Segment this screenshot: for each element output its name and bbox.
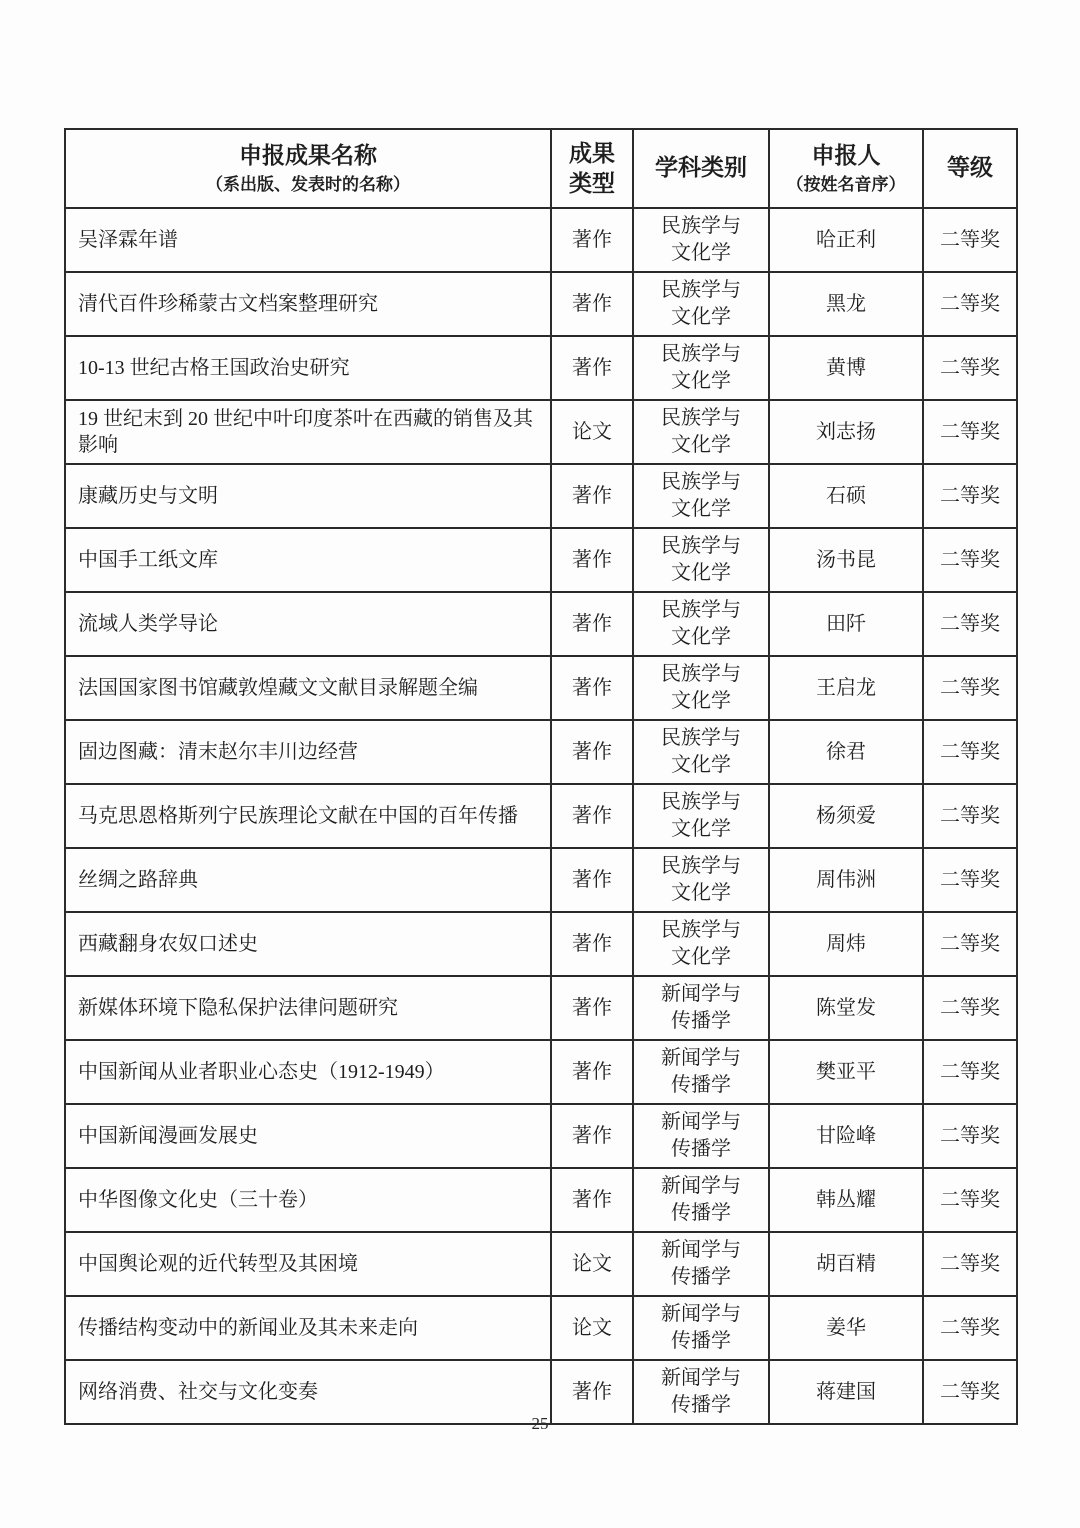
subject-category-line1: 民族学与 [661,279,741,301]
subject-category-line2: 文化学 [671,754,731,776]
achievement-name-cell: 固边图藏：清末赵尔丰川边经营 [65,720,551,784]
applicant-cell: 汤书昆 [769,528,923,592]
achievement-name-cell: 网络消费、社交与文化变奏 [65,1360,551,1424]
applicant-cell: 黑龙 [769,272,923,336]
applicant-cell: 石硕 [769,464,923,528]
grade-cell: 二等奖 [923,336,1017,400]
subject-category-line1: 新闻学与 [661,1367,741,1389]
applicant-cell: 田阡 [769,592,923,656]
header-achievement-type-line2: 类型 [569,170,615,196]
grade-cell: 二等奖 [923,1296,1017,1360]
subject-category-line2: 文化学 [671,882,731,904]
subject-category-line2: 文化学 [671,242,731,264]
applicant-cell: 蒋建国 [769,1360,923,1424]
subject-category-line1: 民族学与 [661,791,741,813]
achievement-type-cell: 著作 [551,720,633,784]
subject-category-line1: 民族学与 [661,407,741,429]
table-row [65,464,1017,528]
achievement-name-cell: 中国新闻漫画发展史 [65,1104,551,1168]
achievement-type-cell: 著作 [551,272,633,336]
achievement-name-cell: 吴泽霖年谱 [65,208,551,272]
applicant-cell: 胡百精 [769,1232,923,1296]
subject-category-cell [633,272,769,336]
applicant-cell: 姜华 [769,1296,923,1360]
header-achievement-name [65,129,551,208]
subject-category-cell [633,1232,769,1296]
subject-category-cell [633,912,769,976]
achievement-type-cell: 著作 [551,1104,633,1168]
header-applicant-subtitle: （按姓名音序） [786,175,906,195]
applicant-cell: 杨须爱 [769,784,923,848]
grade-cell: 二等奖 [923,528,1017,592]
subject-category-cell [633,528,769,592]
table-row [65,720,1017,784]
subject-category-cell [633,1296,769,1360]
subject-category-line1: 民族学与 [661,919,741,941]
grade-cell: 二等奖 [923,592,1017,656]
header-grade-label: 等级 [947,155,993,181]
grade-cell: 二等奖 [923,976,1017,1040]
subject-category-line2: 传播学 [671,1138,731,1160]
subject-category-cell [633,1104,769,1168]
table-row [65,912,1017,976]
achievement-name-cell: 清代百件珍稀蒙古文档案整理研究 [65,272,551,336]
achievement-type-cell: 著作 [551,976,633,1040]
applicant-cell: 王启龙 [769,656,923,720]
subject-category-line2: 文化学 [671,818,731,840]
subject-category-cell [633,720,769,784]
grade-cell: 二等奖 [923,272,1017,336]
subject-category-cell [633,848,769,912]
header-achievement-type-line1: 成果 [569,140,615,166]
achievement-name-cell: 流域人类学导论 [65,592,551,656]
page-number: 25 [531,1414,549,1433]
subject-category-line2: 传播学 [671,1074,731,1096]
subject-category-line1: 民族学与 [661,599,741,621]
achievement-name-cell: 传播结构变动中的新闻业及其未来走向 [65,1296,551,1360]
table-row [65,1296,1017,1360]
header-achievement-name-subtitle: （系出版、发表时的名称） [206,175,410,195]
applicant-cell: 徐君 [769,720,923,784]
subject-category-cell [633,784,769,848]
header-subject-category [633,129,769,208]
subject-category-line1: 新闻学与 [661,1303,741,1325]
achievement-type-cell: 著作 [551,848,633,912]
subject-category-line2: 文化学 [671,370,731,392]
subject-category-line1: 新闻学与 [661,1111,741,1133]
applicant-cell: 韩丛耀 [769,1168,923,1232]
subject-category-line2: 文化学 [671,626,731,648]
achievement-name-cell: 法国国家图书馆藏敦煌藏文文献目录解题全编 [65,656,551,720]
grade-cell: 二等奖 [923,720,1017,784]
subject-category-cell [633,1040,769,1104]
achievement-name-cell: 康藏历史与文明 [65,464,551,528]
subject-category-cell [633,592,769,656]
achievement-name-cell: 马克思恩格斯列宁民族理论文献在中国的百年传播 [65,784,551,848]
achievement-type-cell: 著作 [551,784,633,848]
table-body [65,208,1017,1424]
subject-category-line2: 传播学 [671,1202,731,1224]
achievement-name-cell: 中国新闻从业者职业心态史（1912-1949） [65,1040,551,1104]
achievement-type-cell: 著作 [551,464,633,528]
subject-category-line2: 文化学 [671,562,731,584]
achievement-name-cell: 10-13 世纪古格王国政治史研究 [65,336,551,400]
subject-category-cell [633,976,769,1040]
subject-category-cell [633,1168,769,1232]
achievement-name-cell: 19 世纪末到 20 世纪中叶印度茶叶在西藏的销售及其影响 [65,400,551,464]
header-subject-category-label: 学科类别 [655,155,747,181]
table-row [65,784,1017,848]
grade-cell: 二等奖 [923,1360,1017,1424]
achievement-type-cell: 著作 [551,1168,633,1232]
table-row [65,336,1017,400]
table-row [65,1168,1017,1232]
grade-cell: 二等奖 [923,464,1017,528]
grade-cell: 二等奖 [923,912,1017,976]
achievement-type-cell: 著作 [551,528,633,592]
achievement-name-cell: 新媒体环境下隐私保护法律问题研究 [65,976,551,1040]
subject-category-line2: 文化学 [671,306,731,328]
achievement-name-cell: 丝绸之路辞典 [65,848,551,912]
achievement-type-cell: 论文 [551,1232,633,1296]
table-row [65,656,1017,720]
grade-cell: 二等奖 [923,1104,1017,1168]
achievement-name-cell: 中国舆论观的近代转型及其困境 [65,1232,551,1296]
achievement-type-cell: 著作 [551,592,633,656]
subject-category-cell [633,208,769,272]
achievement-type-cell: 论文 [551,400,633,464]
subject-category-line1: 民族学与 [661,727,741,749]
achievement-name-cell: 西藏翻身农奴口述史 [65,912,551,976]
applicant-cell: 周伟洲 [769,848,923,912]
grade-cell: 二等奖 [923,400,1017,464]
grade-cell: 二等奖 [923,1168,1017,1232]
subject-category-line1: 民族学与 [661,663,741,685]
achievement-type-cell: 著作 [551,656,633,720]
achievement-type-cell: 著作 [551,1360,633,1424]
subject-category-line2: 文化学 [671,690,731,712]
header-applicant [769,129,923,208]
subject-category-line1: 新闻学与 [661,1175,741,1197]
grade-cell: 二等奖 [923,656,1017,720]
subject-category-line1: 新闻学与 [661,1047,741,1069]
subject-category-line1: 民族学与 [661,343,741,365]
header-applicant-title: 申报人 [811,143,881,169]
awards-table [64,128,1018,1425]
applicant-cell: 周炜 [769,912,923,976]
subject-category-line2: 传播学 [671,1266,731,1288]
applicant-cell: 甘险峰 [769,1104,923,1168]
table-row [65,1040,1017,1104]
subject-category-line1: 新闻学与 [661,983,741,1005]
table-row [65,1104,1017,1168]
table-row [65,208,1017,272]
header-row [65,129,1017,208]
subject-category-cell [633,464,769,528]
subject-category-line2: 文化学 [671,498,731,520]
subject-category-line1: 民族学与 [661,855,741,877]
achievement-type-cell: 著作 [551,1040,633,1104]
subject-category-line1: 新闻学与 [661,1239,741,1261]
subject-category-line1: 民族学与 [661,471,741,493]
table-row [65,1232,1017,1296]
table-row [65,400,1017,464]
grade-cell: 二等奖 [923,848,1017,912]
applicant-cell: 黄博 [769,336,923,400]
subject-category-line2: 文化学 [671,946,731,968]
table-row [65,272,1017,336]
subject-category-cell [633,656,769,720]
table-row [65,848,1017,912]
subject-category-line2: 文化学 [671,434,731,456]
subject-category-cell [633,400,769,464]
subject-category-line2: 传播学 [671,1010,731,1032]
subject-category-line2: 传播学 [671,1394,731,1416]
header-achievement-type [551,129,633,208]
table-row [65,592,1017,656]
grade-cell: 二等奖 [923,1232,1017,1296]
achievement-type-cell: 论文 [551,1296,633,1360]
applicant-cell: 陈堂发 [769,976,923,1040]
subject-category-cell [633,336,769,400]
achievement-name-cell: 中华图像文化史（三十卷） [65,1168,551,1232]
grade-cell: 二等奖 [923,1040,1017,1104]
table-header [65,129,1017,208]
header-grade [923,129,1017,208]
subject-category-line2: 传播学 [671,1330,731,1352]
grade-cell: 二等奖 [923,784,1017,848]
achievement-name-cell: 中国手工纸文库 [65,528,551,592]
applicant-cell: 刘志扬 [769,400,923,464]
achievement-type-cell: 著作 [551,336,633,400]
grade-cell: 二等奖 [923,208,1017,272]
applicant-cell: 樊亚平 [769,1040,923,1104]
achievement-type-cell: 著作 [551,912,633,976]
achievement-type-cell: 著作 [551,208,633,272]
subject-category-line1: 民族学与 [661,535,741,557]
applicant-cell: 哈正利 [769,208,923,272]
subject-category-line1: 民族学与 [661,215,741,237]
table-row [65,976,1017,1040]
header-achievement-name-title: 申报成果名称 [239,143,377,169]
table-row [65,528,1017,592]
